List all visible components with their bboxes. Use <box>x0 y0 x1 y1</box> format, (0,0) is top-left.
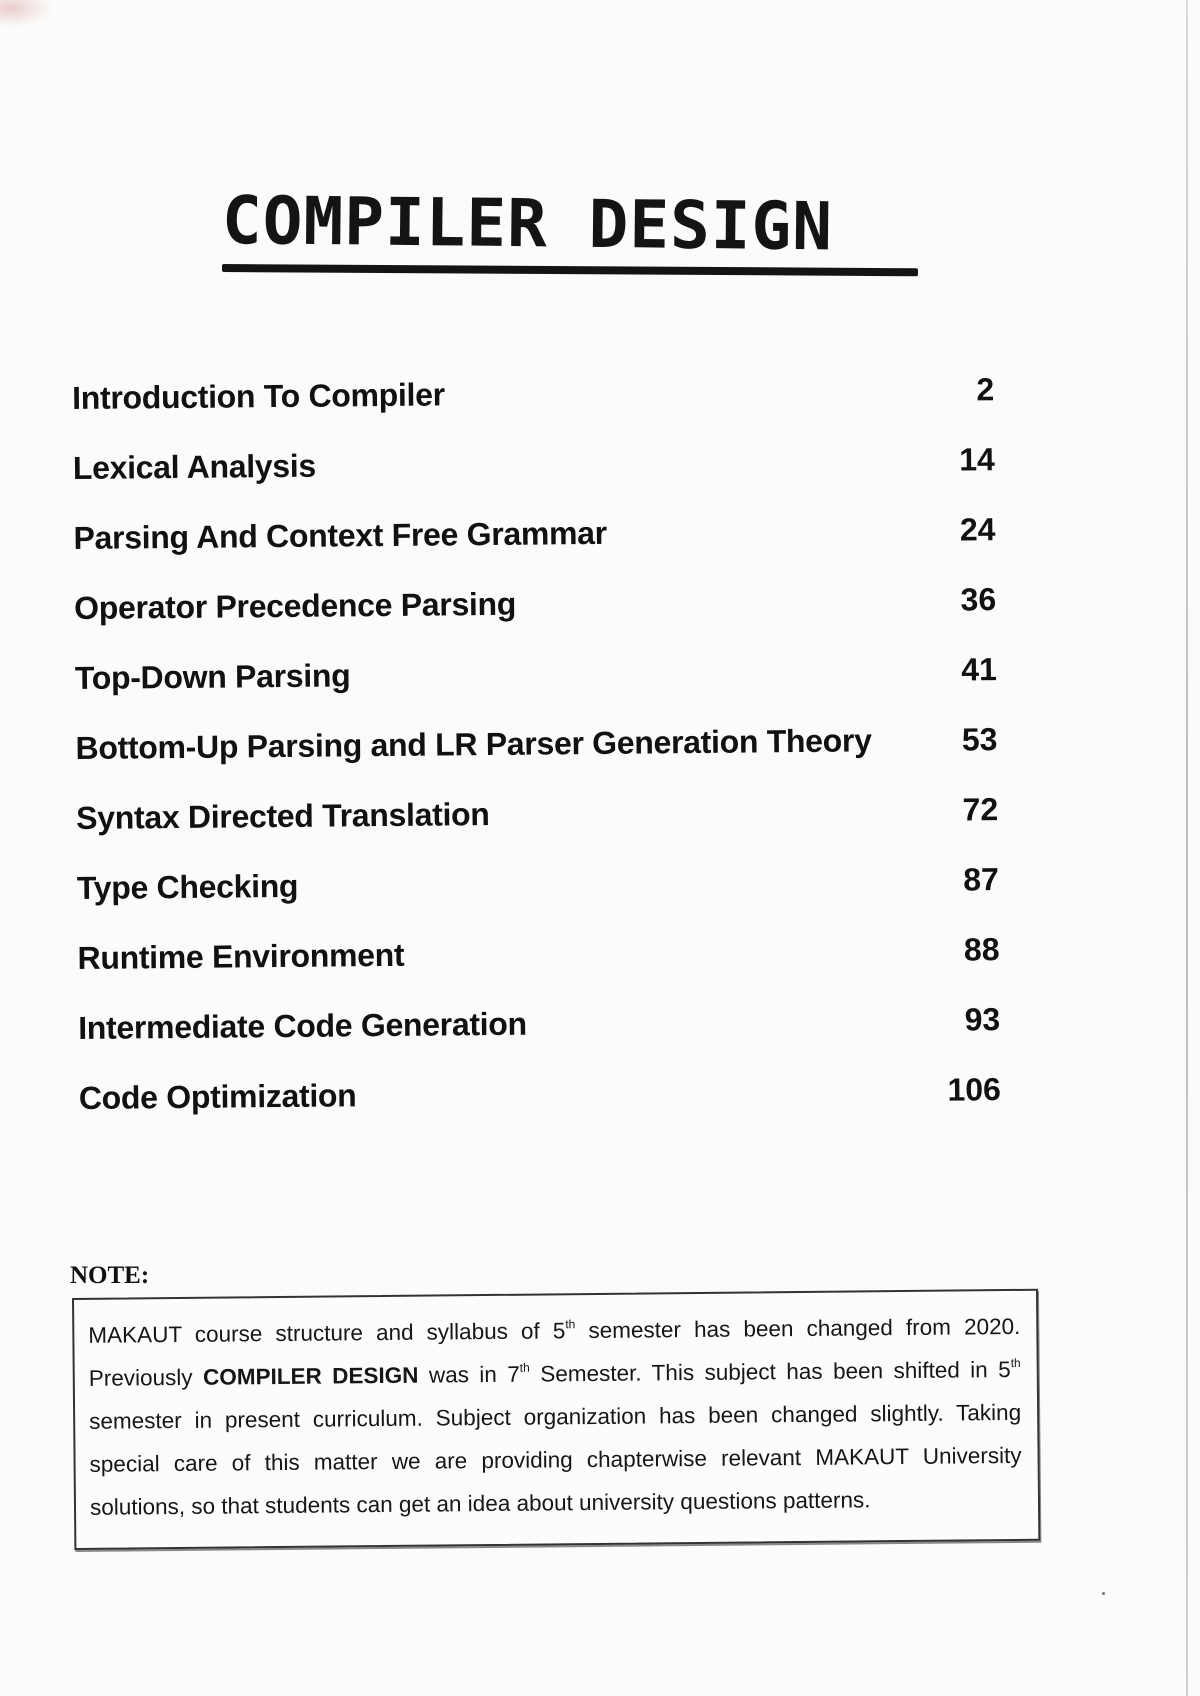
table-of-contents <box>72 370 1079 1150</box>
toc-item-type-checking[interactable] <box>77 860 1078 940</box>
toc-item-operator-precedence[interactable] <box>74 580 1075 660</box>
note-superscript: th <box>565 1317 576 1332</box>
title-underline <box>222 264 918 276</box>
toc-item-page: 14 <box>959 441 995 478</box>
note-text <box>88 1305 1022 1529</box>
toc-item-page: 106 <box>947 1071 1002 1108</box>
note-superscript: th <box>519 1360 530 1375</box>
toc-item-page: 53 <box>961 721 998 758</box>
toc-item-page: 88 <box>963 931 1000 968</box>
page-edge <box>1186 0 1188 1696</box>
toc-item-label: Intermediate Code Generation <box>78 1005 527 1046</box>
note-box <box>72 1289 1040 1550</box>
title-block <box>221 182 922 266</box>
toc-item-label: Type Checking <box>76 867 299 906</box>
note-bold-subject: COMPILER DESIGN <box>202 1362 419 1390</box>
toc-item-label: Introduction To Compiler <box>72 376 445 416</box>
toc-item-syntax-directed-translation[interactable] <box>76 790 1077 870</box>
toc-item-label: Runtime Environment <box>77 936 405 976</box>
toc-item-label: Top-Down Parsing <box>74 657 351 696</box>
toc-item-code-optimization[interactable] <box>79 1070 1080 1150</box>
corner-stain <box>0 0 60 30</box>
toc-item-page: 87 <box>963 861 1000 898</box>
toc-item-runtime-environment[interactable] <box>77 930 1078 1010</box>
toc-item-page: 41 <box>961 651 997 688</box>
toc-item-parsing-cfg[interactable] <box>73 510 1074 590</box>
note-text-part: semester has been changed from 2020. Previously <box>88 1313 1021 1391</box>
toc-item-page: 36 <box>960 581 997 618</box>
toc-item-introduction[interactable] <box>72 370 1073 450</box>
toc-item-page: 2 <box>976 371 995 408</box>
page-title: COMPILER DESIGN <box>221 182 834 266</box>
toc-item-label: Syntax Directed Translation <box>76 796 490 836</box>
toc-item-intermediate-code-generation[interactable] <box>78 1000 1079 1080</box>
note-superscript: th <box>1010 1355 1021 1370</box>
toc-item-label: Code Optimization <box>78 1077 357 1116</box>
toc-item-page: 93 <box>964 1001 1001 1038</box>
note-text-part: Semester. This subject has been shifted in 5 <box>529 1356 1011 1387</box>
toc-item-label: Operator Precedence Parsing <box>74 585 517 626</box>
note-text-part: was in 7 <box>418 1361 520 1388</box>
toc-item-page: 24 <box>959 511 996 548</box>
toc-item-top-down-parsing[interactable] <box>75 650 1076 730</box>
toc-item-label: Bottom-Up Parsing and LR Parser Generation Theory <box>75 722 872 766</box>
note-heading: NOTE: <box>70 1262 150 1289</box>
note-text-part: MAKAUT course structure and syllabus of 5 <box>88 1318 566 1348</box>
note-text-part: semester in present curriculum. Subject organization has been changed slightly. Taking special care of this matter we are providing chapterwise relevant MAKAUT University solutions, so that students can get an idea about university questions patterns. <box>89 1399 1022 1520</box>
paper-speck <box>1102 1592 1105 1595</box>
toc-item-bottom-up-parsing[interactable] <box>75 720 1076 800</box>
toc-item-page: 72 <box>962 791 999 828</box>
toc-item-lexical-analysis[interactable] <box>73 440 1074 520</box>
toc-item-label: Lexical Analysis <box>72 447 317 486</box>
toc-item-label: Parsing And Context Free Grammar <box>73 514 608 556</box>
